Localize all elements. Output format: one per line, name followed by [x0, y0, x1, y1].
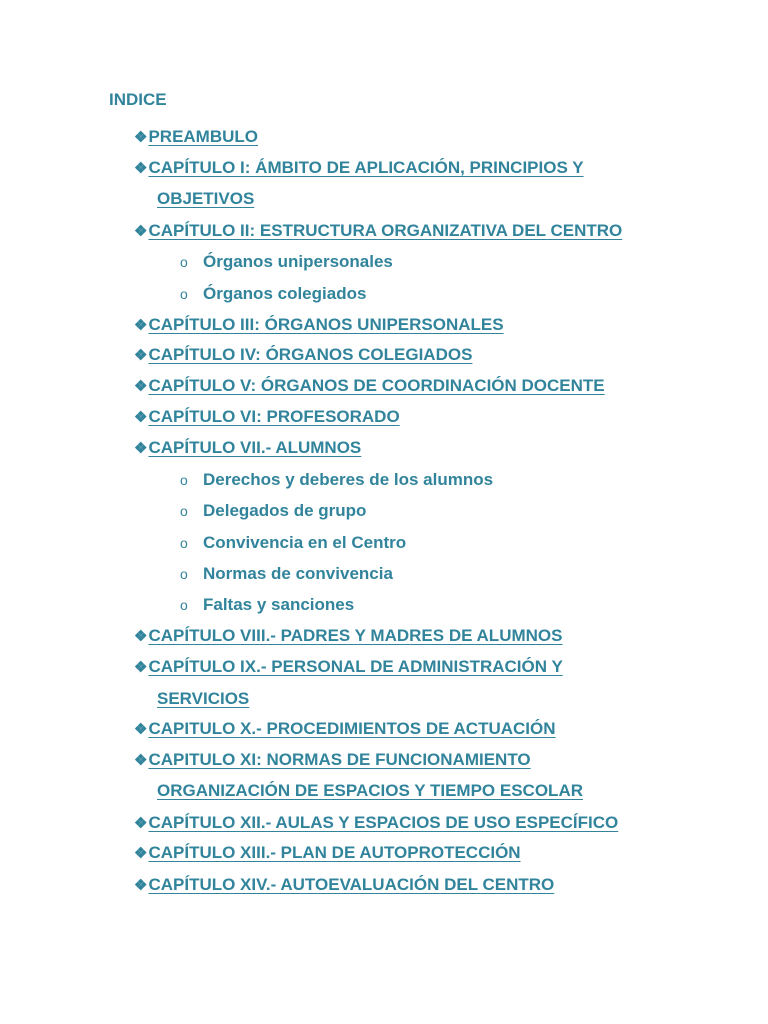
diamond-bullet-icon: ❖ — [134, 378, 148, 395]
diamond-bullet-icon: ❖ — [134, 659, 148, 676]
toc-link[interactable]: CAPÍTULO IX.- PERSONAL DE ADMINISTRACIÓN Y — [148, 657, 563, 676]
diamond-bullet-icon: ❖ — [134, 409, 148, 426]
circle-bullet-icon: o — [180, 503, 188, 519]
diamond-bullet-icon: ❖ — [134, 160, 148, 177]
toc-entry — [134, 437, 361, 460]
toc-subentry-label: Faltas y sanciones — [203, 595, 355, 614]
circle-bullet-icon: o — [180, 286, 188, 302]
toc-link[interactable]: ORGANIZACIÓN DE ESPACIOS Y TIEMPO ESCOLAR — [157, 781, 583, 800]
diamond-bullet-icon: ❖ — [134, 223, 148, 240]
index-heading: INDICE — [109, 90, 167, 109]
toc-link[interactable]: CAPÍTULO VI: PROFESORADO — [148, 407, 400, 426]
toc-entry — [134, 749, 531, 772]
toc-link[interactable]: CAPÍTULO I: ÁMBITO DE APLICACIÓN, PRINCIPIOS Y — [148, 158, 584, 177]
toc-entry — [134, 314, 504, 337]
toc-link[interactable]: CAPÍTULO VIII.- PADRES Y MADRES DE ALUMNOS — [148, 626, 563, 645]
circle-bullet-icon: o — [180, 472, 188, 488]
toc-entry-continuation — [157, 688, 249, 710]
toc-entry-continuation — [157, 188, 254, 210]
toc-entry — [134, 157, 584, 180]
toc-subentry-label: Delegados de grupo — [203, 501, 367, 520]
toc-link[interactable]: SERVICIOS — [157, 689, 250, 708]
toc-link[interactable]: CAPITULO XI: NORMAS DE FUNCIONAMIENTO — [148, 750, 531, 769]
toc-entry — [134, 718, 556, 741]
toc-subentry-label: Convivencia en el Centro — [203, 533, 407, 552]
circle-bullet-icon: o — [180, 254, 188, 270]
toc-entry — [134, 126, 258, 149]
toc-entry — [134, 344, 472, 367]
toc-entry — [134, 220, 622, 243]
toc-entry — [134, 406, 400, 429]
toc-link[interactable]: CAPITULO X.- PROCEDIMIENTOS DE ACTUACIÓN — [148, 719, 556, 738]
toc-link[interactable]: CAPÍTULO IV: ÓRGANOS COLEGIADOS — [148, 345, 473, 364]
diamond-bullet-icon: ❖ — [134, 721, 148, 738]
toc-entry — [134, 874, 554, 897]
toc-link[interactable]: CAPÍTULO II: ESTRUCTURA ORGANIZATIVA DEL CENTRO — [148, 221, 623, 240]
diamond-bullet-icon: ❖ — [134, 628, 148, 645]
toc-subentry-label: Órganos colegiados — [203, 284, 367, 303]
diamond-bullet-icon: ❖ — [134, 845, 148, 862]
toc-entry-continuation — [157, 780, 583, 802]
circle-bullet-icon: o — [180, 535, 188, 551]
toc-link[interactable]: PREAMBULO — [148, 127, 259, 146]
diamond-bullet-icon: ❖ — [134, 440, 148, 457]
toc-link[interactable]: CAPÍTULO XIV.- AUTOEVALUACIÓN DEL CENTRO — [148, 875, 555, 894]
diamond-bullet-icon: ❖ — [134, 815, 148, 832]
toc-link[interactable]: CAPÍTULO III: ÓRGANOS UNIPERSONALES — [148, 315, 504, 334]
toc-entry — [134, 656, 563, 679]
diamond-bullet-icon: ❖ — [134, 752, 148, 769]
diamond-bullet-icon: ❖ — [134, 129, 148, 146]
toc-subentry-label: Órganos unipersonales — [203, 252, 393, 271]
toc-entry — [134, 812, 618, 835]
circle-bullet-icon: o — [180, 566, 188, 582]
toc-entry — [134, 842, 521, 865]
toc-link[interactable]: CAPÍTULO XIII.- PLAN DE AUTOPROTECCIÓN — [148, 843, 521, 862]
diamond-bullet-icon: ❖ — [134, 317, 148, 334]
toc-subentry-label: Normas de convivencia — [203, 564, 393, 583]
toc-link[interactable]: CAPÍTULO V: ÓRGANOS DE COORDINACIÓN DOCENTE — [148, 376, 605, 395]
toc-entry — [134, 625, 562, 648]
circle-bullet-icon: o — [180, 597, 188, 613]
toc-link[interactable]: CAPÍTULO VII.- ALUMNOS — [148, 438, 362, 457]
toc-link[interactable]: CAPÍTULO XII.- AULAS Y ESPACIOS DE USO ESPECÍFICO — [148, 813, 619, 832]
diamond-bullet-icon: ❖ — [134, 347, 148, 364]
diamond-bullet-icon: ❖ — [134, 877, 148, 894]
toc-entry — [134, 375, 605, 398]
toc-link[interactable]: OBJETIVOS — [157, 189, 255, 208]
toc-subentry-label: Derechos y deberes de los alumnos — [203, 470, 494, 489]
